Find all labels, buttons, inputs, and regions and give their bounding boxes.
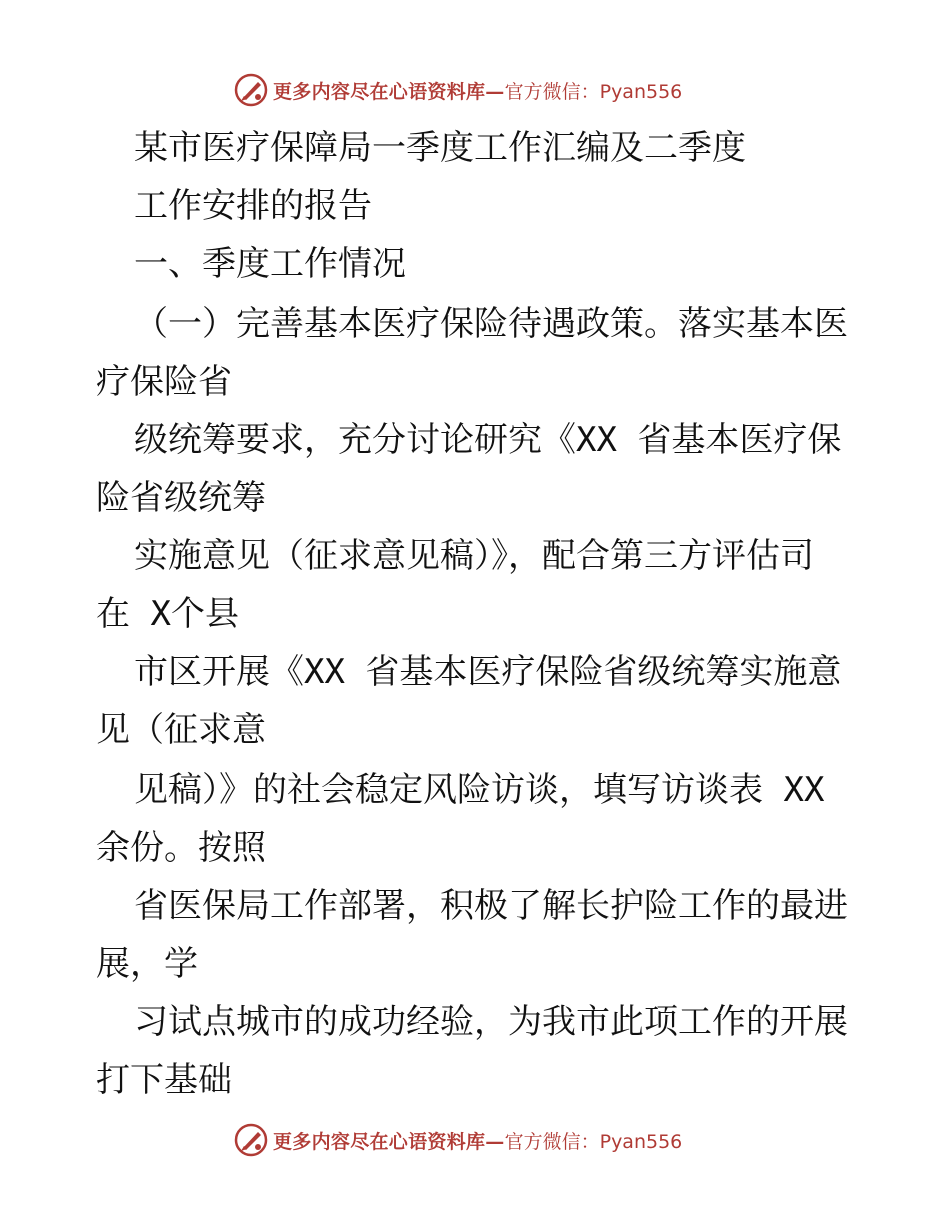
body-line: 展，学: [96, 944, 198, 984]
body-line: 在 X个县: [96, 594, 239, 634]
body-line: （一）完善基本医疗保险待遇政策。落实基本医: [134, 304, 848, 344]
header-banner-text: 更多内容尽在心语资料库—: [273, 80, 505, 103]
body-line: 级统筹要求，充分讨论研究《XX 省基本医疗保: [134, 420, 842, 460]
body-line: 见稿）》的社会稳定风险访谈，填写访谈表 XX: [134, 770, 825, 810]
body-line: 习试点城市的成功经验，为我市此项工作的开展: [134, 1002, 848, 1042]
header-banner-wechat: 官方微信：Pyan556: [504, 80, 683, 103]
body-line: 余份。按照: [96, 828, 266, 868]
section-heading: 一、季度工作情况: [134, 244, 406, 284]
footer-banner-text: 更多内容尽在心语资料库—: [273, 1130, 505, 1153]
body-line: 市区开展《XX 省基本医疗保险省级统筹实施意: [134, 652, 842, 692]
body-line: 疗保险省: [96, 362, 232, 402]
body-line: 险省级统筹: [96, 478, 266, 518]
quill-pen-logo-icon: [234, 73, 268, 107]
body-line: 打下基础: [96, 1060, 232, 1100]
body-line: 见（征求意: [96, 710, 266, 750]
body-line: 省医保局工作部署，积极了解长护险工作的最进: [134, 886, 848, 926]
document-title-line-2: 工作安排的报告: [134, 186, 372, 226]
document-title-line-1: 某市医疗保障局一季度工作汇编及二季度: [134, 128, 746, 168]
footer-banner-wechat: 官方微信：Pyan556: [504, 1130, 683, 1153]
header-banner[interactable]: [234, 72, 682, 108]
quill-pen-logo-icon: [234, 1123, 268, 1157]
footer-banner[interactable]: [234, 1122, 682, 1158]
body-line: 实施意见（征求意见稿）》，配合第三方评估司: [134, 536, 814, 576]
